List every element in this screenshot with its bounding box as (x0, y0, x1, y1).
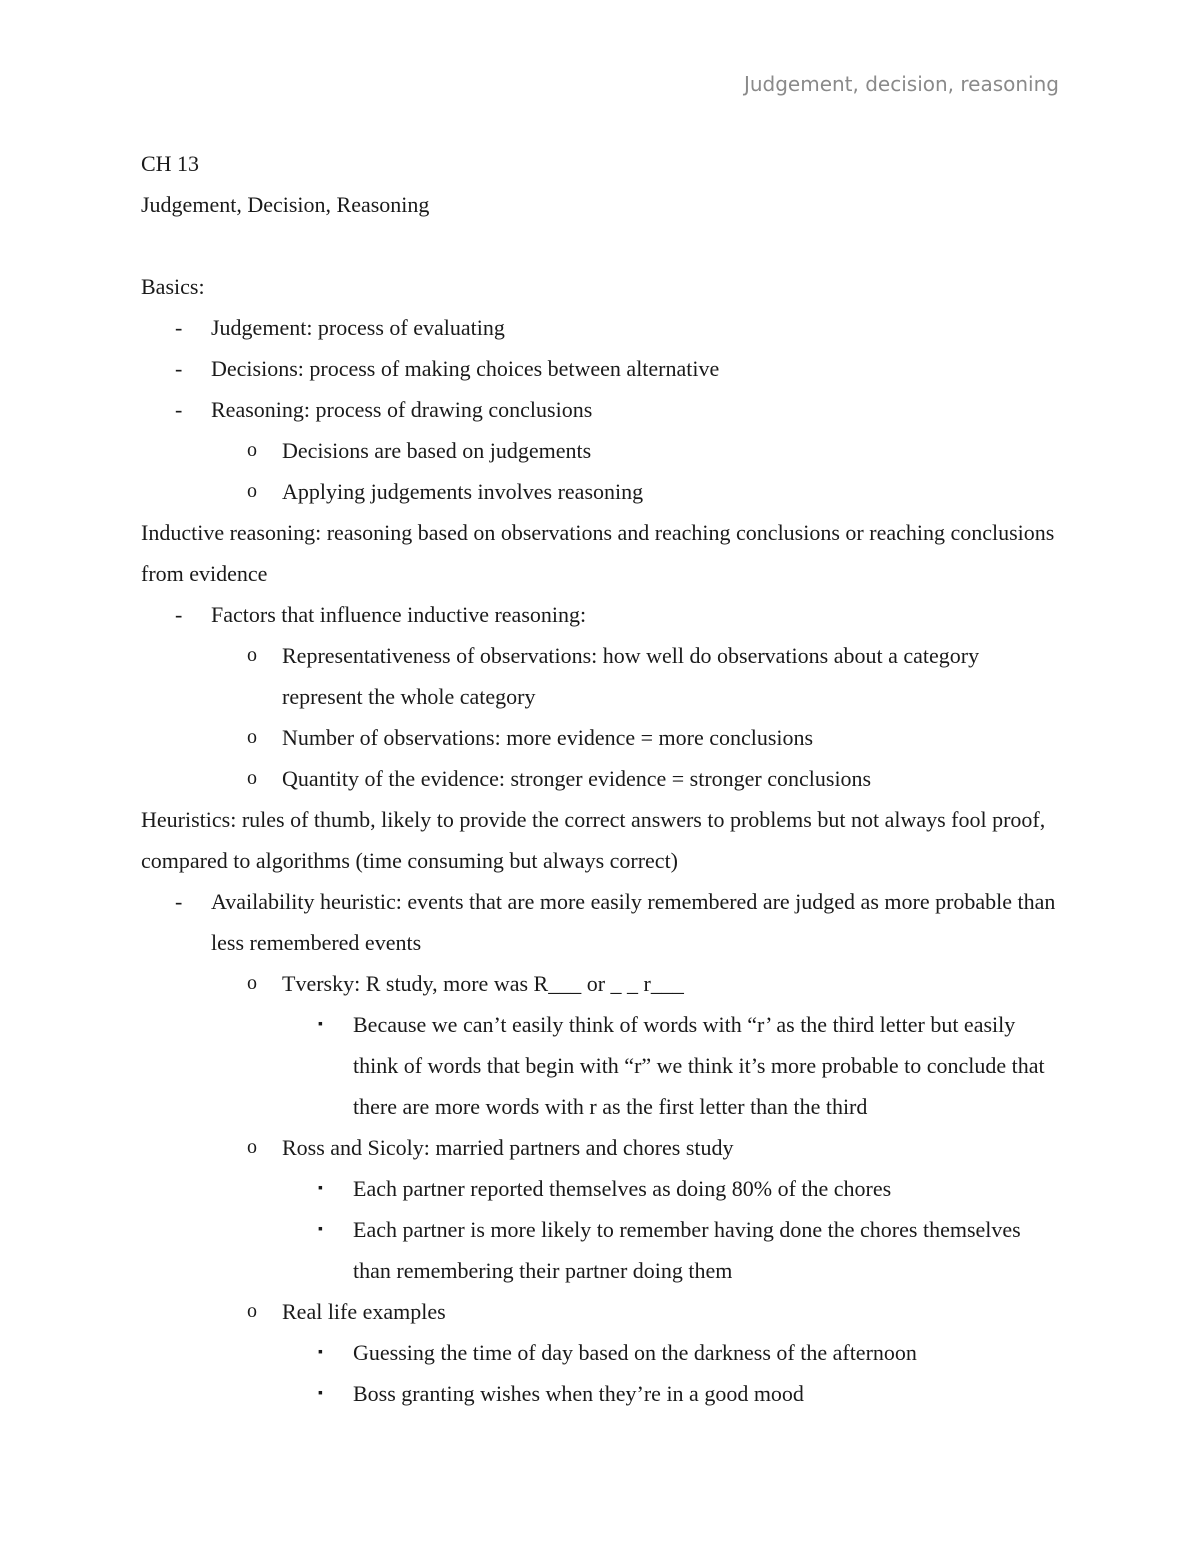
list-item (141, 635, 1061, 717)
list-item-text: Because we can’t easily think of words with “r’ as the third letter but easily think of words that begin with “r” we think it’s more probable to conclude that there are more words with r as the first letter than the third (353, 1012, 1045, 1119)
circle-bullet: o (247, 1300, 257, 1322)
list-item-text: Quantity of the evidence: stronger evidence = stronger conclusions (282, 766, 872, 791)
list-item-text: Boss granting wishes when they’re in a good mood (353, 1381, 804, 1406)
circle-bullet: o (247, 726, 257, 748)
list-item-text: Reasoning: process of drawing conclusions (211, 397, 593, 422)
document-title: Judgement, Decision, Reasoning (141, 192, 430, 217)
list-item-text: Number of observations: more evidence = more conclusions (282, 725, 814, 750)
circle-bullet: o (247, 972, 257, 994)
list-item-text: Factors that influence inductive reasoning: (211, 602, 587, 627)
square-bullet: ▪ (318, 1386, 323, 1401)
list-item (141, 1127, 1061, 1168)
square-bullet: ▪ (318, 1181, 323, 1196)
list-item (141, 307, 1061, 348)
dash-bullet: - (175, 315, 183, 340)
circle-bullet: o (247, 439, 257, 461)
list-item (141, 1373, 1061, 1414)
running-header: Judgement, decision, reasoning (743, 72, 1059, 96)
basics-heading: Basics: (141, 274, 205, 299)
list-item-text: Representativeness of observations: how well do observations about a category represent the whole category (282, 643, 980, 709)
list-item (141, 881, 1061, 963)
list-item-text: Ross and Sicoly: married partners and chores study (282, 1135, 734, 1160)
dash-bullet: - (175, 889, 183, 914)
square-bullet: ▪ (318, 1345, 323, 1360)
list-item-text: Real life examples (282, 1299, 446, 1324)
document-body (141, 143, 1061, 1414)
list-item (141, 594, 1061, 635)
list-item (141, 1168, 1061, 1209)
list-item (141, 1209, 1061, 1291)
list-item-text: Decisions are based on judgements (282, 438, 592, 463)
list-item (141, 471, 1061, 512)
list-item-text: Judgement: process of evaluating (211, 315, 505, 340)
chapter-label: CH 13 (141, 151, 200, 176)
list-item-text: Applying judgements involves reasoning (282, 479, 644, 504)
heuristics-paragraph: Heuristics: rules of thumb, likely to provide the correct answers to problems but not always fool proof, compared to algorithms (time consuming but always correct) (141, 807, 1046, 873)
list-item-text: Guessing the time of day based on the darkness of the afternoon (353, 1340, 917, 1365)
list-item (141, 430, 1061, 471)
list-item (141, 1004, 1061, 1127)
list-item-text: Decisions: process of making choices between alternative (211, 356, 720, 381)
list-item-text: Each partner reported themselves as doing 80% of the chores (353, 1176, 892, 1201)
list-item (141, 1291, 1061, 1332)
list-item-text: Each partner is more likely to remember having done the chores themselves than remembering their partner doing them (353, 1217, 1021, 1283)
circle-bullet: o (247, 1136, 257, 1158)
dash-bullet: - (175, 397, 183, 422)
list-item-text: Availability heuristic: events that are more easily remembered are judged as more probable than less remembered events (211, 889, 1056, 955)
list-item (141, 1332, 1061, 1373)
dash-bullet: - (175, 356, 183, 381)
dash-bullet: - (175, 602, 183, 627)
inductive-reasoning-paragraph: Inductive reasoning: reasoning based on observations and reaching conclusions or reaching conclusions from evidence (141, 520, 1055, 586)
blank-line (141, 225, 1061, 266)
list-item (141, 758, 1061, 799)
list-item (141, 963, 1061, 1004)
list-item-text: Tversky: R study, more was R___ or _ _ r___ (282, 971, 684, 996)
circle-bullet: o (247, 480, 257, 502)
list-item (141, 717, 1061, 758)
square-bullet: ▪ (318, 1017, 323, 1032)
list-item (141, 348, 1061, 389)
list-item (141, 389, 1061, 430)
circle-bullet: o (247, 767, 257, 789)
square-bullet: ▪ (318, 1222, 323, 1237)
circle-bullet: o (247, 644, 257, 666)
